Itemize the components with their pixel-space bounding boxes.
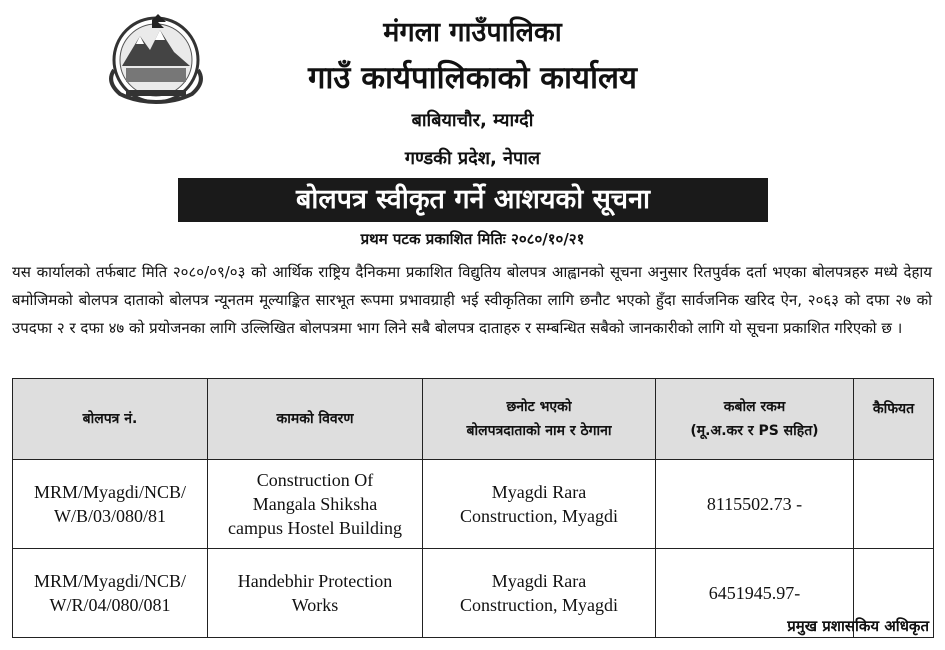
municipality-name: मंगला गाउँपालिका — [383, 17, 562, 48]
bid-table — [12, 378, 934, 638]
cell-bidder: Myagdi Rara Construction, Myagdi — [423, 460, 656, 549]
office-name: गाउँ कार्यपालिकाको कार्यालय — [307, 60, 638, 96]
col-header-bidder-line2: बोलपत्रदाताको नाम र ठेगाना — [466, 423, 612, 439]
notice-body: यस कार्यालको तर्फबाट मिति २०८०/०९/०३ को आर्थिक राष्ट्रिय दैनिकमा प्रकाशित विद्युतिय बोलपत्र आह्वानको सूचना अनुसार रितपुर्वक दर्ता भएका बोलपत्रहरु मध्ये देहाय बमोजिमको बोलपत्र दाताको बोलपत्र न्यूनतम मूल्याङ्कित सारभूत रूपमा प्रभावग्राही भई स्वीकृतिका लागि छनौट भएको हुँदा सार्वजनिक खरिद ऐन, २०६३ को दफा २७ को उपदफा २ र दफा ४७ को प्रयोजनका लागि उल्लिखित बोलपत्रमा भाग लिने सबै बोलपत्र दाताहरु र सम्बन्धित सबैको जानकारीको लागि यो सूचना प्रकाशित गरिएको छ । — [12, 263, 932, 337]
col-header-bidder-line1: छनोट भएको — [506, 399, 572, 415]
cell-bid-no: MRM/Myagdi/NCB/ W/R/04/080/081 — [13, 549, 208, 638]
col-header-bidder — [423, 379, 656, 460]
col-header-bid-no: बोलपत्र नं. — [13, 379, 208, 460]
cell-bidder: Myagdi Rara Construction, Myagdi — [423, 549, 656, 638]
office-address: बाबियाचौर, म्याग्दी — [411, 110, 534, 131]
cell-description: Construction Of Mangala Shiksha campus Hostel Building — [208, 460, 423, 549]
col-header-amount — [656, 379, 854, 460]
signatory-title: प्रमुख प्रशासकिय अधिकृत — [787, 617, 929, 635]
office-province: गण्डकी प्रदेश, नेपाल — [404, 148, 541, 169]
col-header-amount-line2: (मू.अ.कर र PS सहित) — [690, 423, 819, 439]
notice-title-banner: बोलपत्र स्वीकृत गर्ने आशयको सूचना — [178, 178, 768, 222]
table-header-row — [13, 379, 934, 460]
cell-remarks — [854, 460, 934, 549]
col-header-description: कामको विवरण — [208, 379, 423, 460]
col-header-remarks: कैफियत — [854, 379, 934, 460]
cell-description: Handebhir Protection Works — [208, 549, 423, 638]
col-header-amount-line1: कबोल रकम — [723, 399, 786, 415]
cell-bid-no: MRM/Myagdi/NCB/ W/B/03/080/81 — [13, 460, 208, 549]
table-row — [13, 460, 934, 549]
cell-amount: 8115502.73 - — [656, 460, 854, 549]
published-date: प्रथम पटक प्रकाशित मितिः २०८०/१०/२१ — [360, 230, 585, 248]
cell-amount: 6451945.97- — [656, 549, 854, 638]
